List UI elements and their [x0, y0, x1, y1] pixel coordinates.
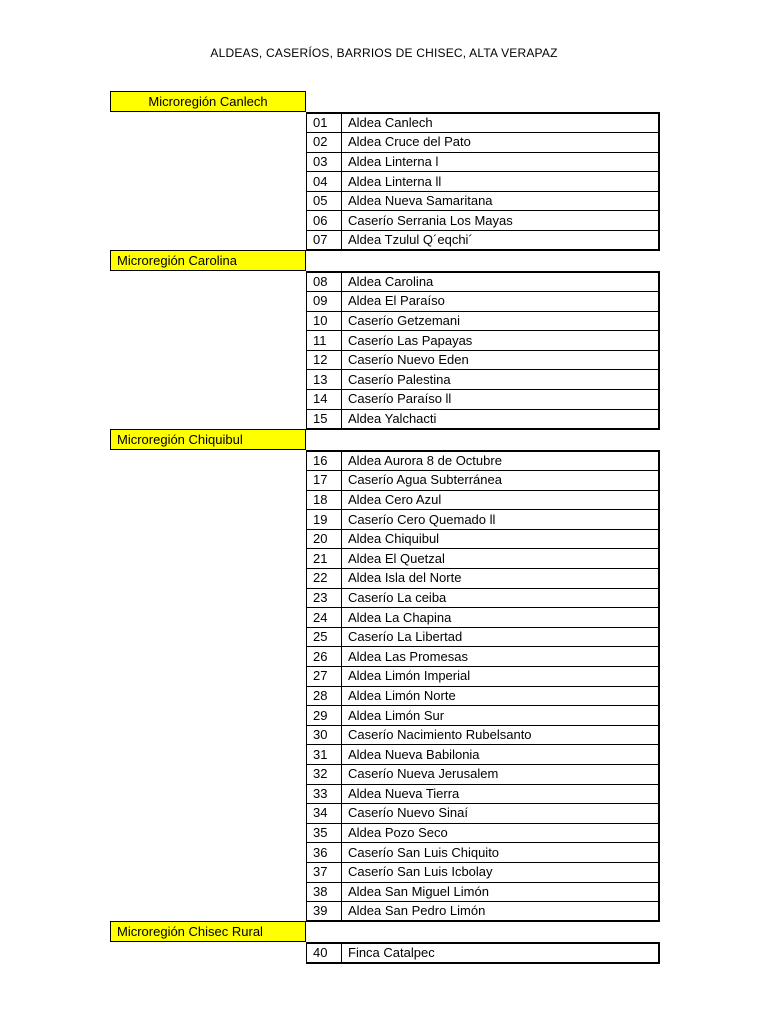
table-row: [307, 451, 659, 471]
item-name: Aldea Canlech: [342, 113, 659, 133]
item-name: Aldea Limón Imperial: [342, 667, 659, 687]
item-number: 32: [307, 765, 342, 785]
item-number: 37: [307, 862, 342, 882]
table-row: [307, 331, 659, 351]
item-name: Caserío Getzemani: [342, 311, 659, 331]
item-name: Aldea Linterna l: [342, 152, 659, 172]
item-number: 24: [307, 608, 342, 628]
table-row: [307, 784, 659, 804]
region-label-canlech: Microregión Canlech: [110, 91, 306, 112]
item-name: Caserío Nuevo Eden: [342, 350, 659, 370]
item-name: Caserío San Luis Chiquito: [342, 843, 659, 863]
item-number: 19: [307, 510, 342, 530]
item-name: Aldea Limón Sur: [342, 706, 659, 726]
table-row: [307, 943, 659, 963]
item-name: Aldea La Chapina: [342, 608, 659, 628]
item-number: 28: [307, 686, 342, 706]
item-number: 16: [307, 451, 342, 471]
table-chiquibul: [306, 450, 660, 922]
item-number: 04: [307, 172, 342, 192]
table-row: [307, 667, 659, 687]
item-number: 35: [307, 823, 342, 843]
item-name: Aldea El Quetzal: [342, 549, 659, 569]
item-name: Finca Catalpec: [342, 943, 659, 963]
item-number: 40: [307, 943, 342, 963]
item-name: Aldea Carolina: [342, 272, 659, 292]
item-number: 06: [307, 211, 342, 231]
item-number: 36: [307, 843, 342, 863]
table-row: [307, 765, 659, 785]
table-row: [307, 191, 659, 211]
item-name: Caserío San Luis Icbolay: [342, 862, 659, 882]
table-row: [307, 409, 659, 429]
table-row: [307, 152, 659, 172]
item-number: 20: [307, 529, 342, 549]
item-name: Caserío Nacimiento Rubelsanto: [342, 725, 659, 745]
item-number: 25: [307, 627, 342, 647]
table-row: [307, 529, 659, 549]
item-number: 05: [307, 191, 342, 211]
table-row: [307, 211, 659, 231]
table-row: [307, 843, 659, 863]
item-name: Aldea San Pedro Limón: [342, 902, 659, 922]
region-label-carolina: Microregión Carolina: [110, 250, 306, 271]
item-number: 14: [307, 390, 342, 410]
item-number: 15: [307, 409, 342, 429]
item-number: 18: [307, 490, 342, 510]
item-number: 38: [307, 882, 342, 902]
table-row: [307, 292, 659, 312]
item-number: 23: [307, 588, 342, 608]
item-name: Caserío Las Papayas: [342, 331, 659, 351]
item-name: Aldea El Paraíso: [342, 292, 659, 312]
table-row: [307, 823, 659, 843]
item-number: 22: [307, 569, 342, 589]
item-name: Aldea Tzulul Q´eqchi´: [342, 231, 659, 251]
item-name: Aldea Yalchacti: [342, 409, 659, 429]
table-row: [307, 390, 659, 410]
table-row: [307, 706, 659, 726]
table-row: [307, 686, 659, 706]
table-row: [307, 882, 659, 902]
table-row: [307, 725, 659, 745]
item-number: 03: [307, 152, 342, 172]
item-name: Caserío Nuevo Sinaí: [342, 804, 659, 824]
table-row: [307, 172, 659, 192]
item-name: Aldea Aurora 8 de Octubre: [342, 451, 659, 471]
table-row: [307, 647, 659, 667]
item-name: Aldea Chiquibul: [342, 529, 659, 549]
item-number: 07: [307, 231, 342, 251]
item-name: Aldea Isla del Norte: [342, 569, 659, 589]
table-row: [307, 350, 659, 370]
item-name: Caserío Cero Quemado ll: [342, 510, 659, 530]
item-name: Aldea Las Promesas: [342, 647, 659, 667]
table-row: [307, 311, 659, 331]
item-name: Aldea Nueva Babilonia: [342, 745, 659, 765]
item-name: Aldea Pozo Seco: [342, 823, 659, 843]
table-row: [307, 627, 659, 647]
table-row: [307, 608, 659, 628]
region-label-chiquibul: Microregión Chiquibul: [110, 429, 306, 450]
table-row: [307, 133, 659, 153]
item-name: Caserío La Libertad: [342, 627, 659, 647]
table-row: [307, 490, 659, 510]
item-number: 08: [307, 272, 342, 292]
table-row: [307, 510, 659, 530]
item-name: Caserío Palestina: [342, 370, 659, 390]
table-row: [307, 902, 659, 922]
item-number: 21: [307, 549, 342, 569]
table-row: [307, 549, 659, 569]
table-row: [307, 272, 659, 292]
item-name: Aldea Limón Norte: [342, 686, 659, 706]
table-row: [307, 588, 659, 608]
table-row: [307, 113, 659, 133]
table-canlech: [306, 112, 660, 251]
table-row: [307, 569, 659, 589]
item-number: 01: [307, 113, 342, 133]
item-number: 29: [307, 706, 342, 726]
item-name: Aldea Nueva Samaritana: [342, 191, 659, 211]
region-label-chisec-rural: Microregión Chisec Rural: [110, 921, 306, 942]
item-name: Aldea San Miguel Limón: [342, 882, 659, 902]
table-row: [307, 804, 659, 824]
table-row: [307, 862, 659, 882]
item-number: 13: [307, 370, 342, 390]
item-number: 12: [307, 350, 342, 370]
item-number: 02: [307, 133, 342, 153]
item-name: Aldea Cero Azul: [342, 490, 659, 510]
item-number: 27: [307, 667, 342, 687]
item-number: 39: [307, 902, 342, 922]
table-row: [307, 745, 659, 765]
item-name: Caserío Paraíso ll: [342, 390, 659, 410]
table-row: [307, 370, 659, 390]
document-title: ALDEAS, CASERÍOS, BARRIOS DE CHISEC, ALTA VERAPAZ: [210, 46, 558, 60]
table-row: [307, 231, 659, 251]
item-name: Caserío Agua Subterránea: [342, 471, 659, 491]
item-number: 26: [307, 647, 342, 667]
table-row: [307, 471, 659, 491]
item-number: 30: [307, 725, 342, 745]
item-number: 17: [307, 471, 342, 491]
table-carolina: [306, 271, 660, 430]
table-chisec-rural: [306, 942, 660, 964]
item-name: Caserío Nueva Jerusalem: [342, 765, 659, 785]
item-name: Aldea Cruce del Pato: [342, 133, 659, 153]
item-number: 33: [307, 784, 342, 804]
item-number: 11: [307, 331, 342, 351]
item-number: 34: [307, 804, 342, 824]
item-number: 10: [307, 311, 342, 331]
item-name: Aldea Linterna ll: [342, 172, 659, 192]
item-number: 09: [307, 292, 342, 312]
item-name: Aldea Nueva Tierra: [342, 784, 659, 804]
item-name: Caserío La ceiba: [342, 588, 659, 608]
item-name: Caserío Serrania Los Mayas: [342, 211, 659, 231]
item-number: 31: [307, 745, 342, 765]
